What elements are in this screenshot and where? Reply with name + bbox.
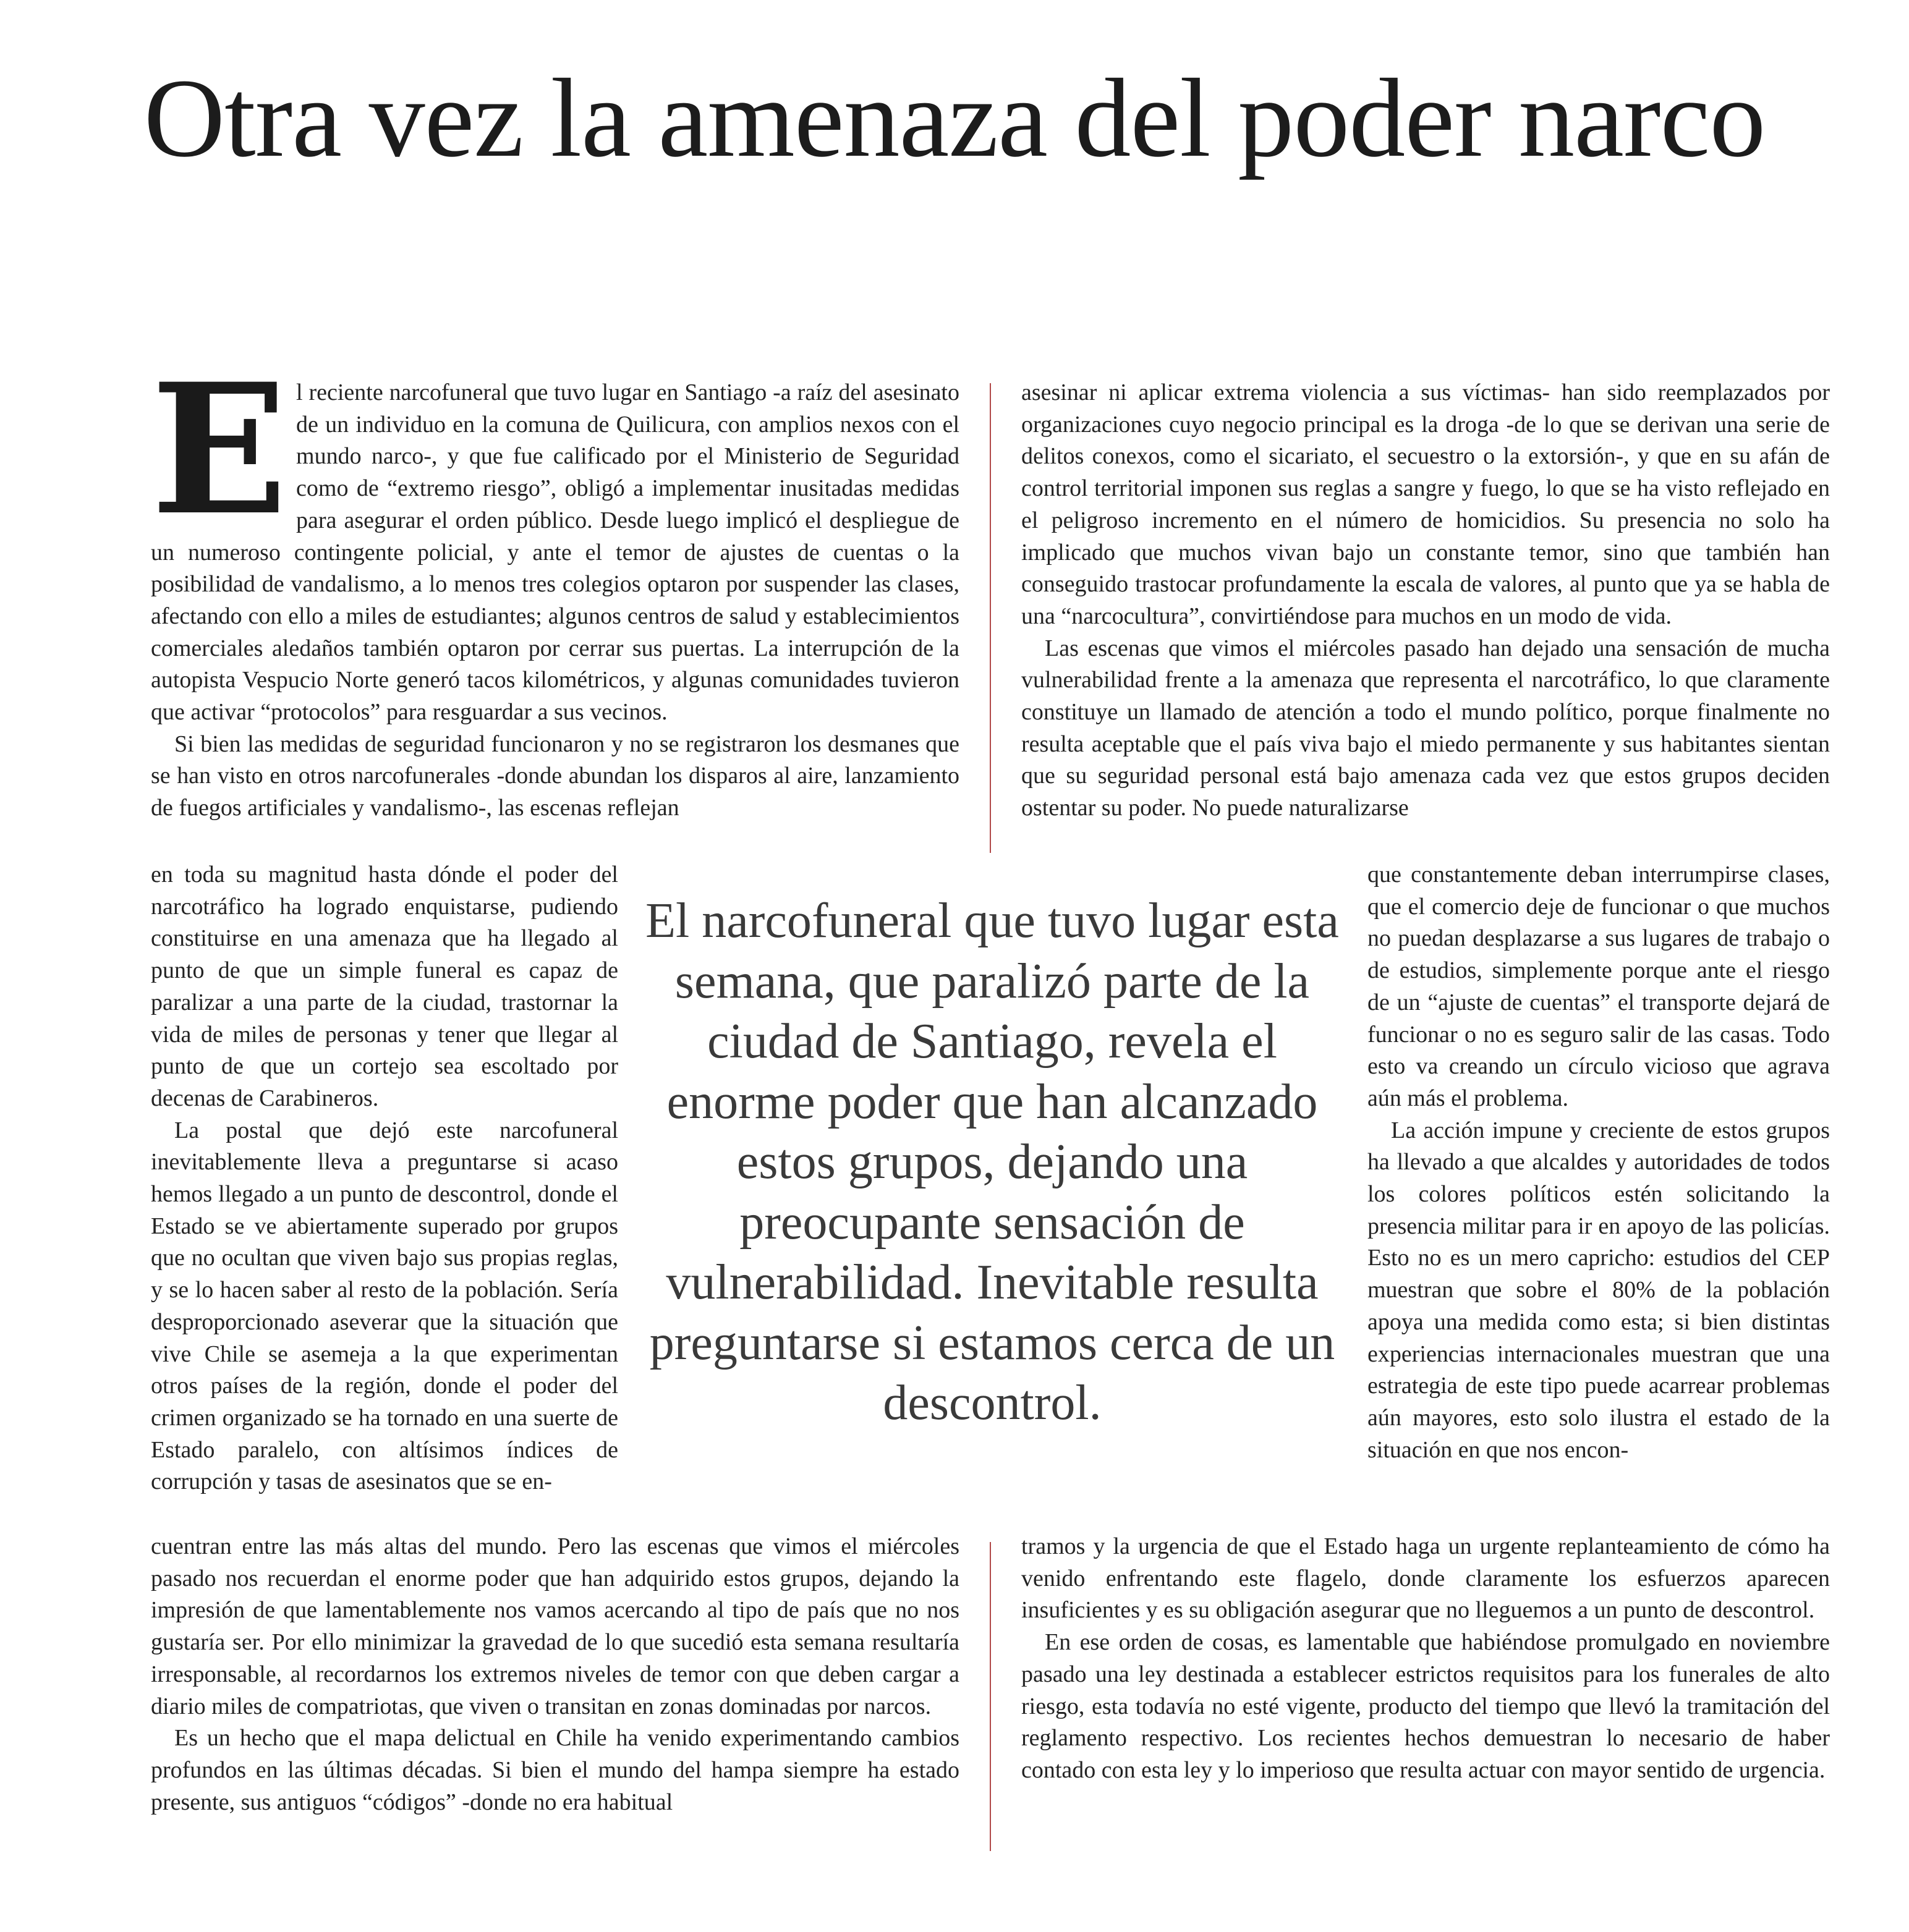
paragraph-3-continued: cuentran entre las más altas del mundo. Pero las escenas que vimos el miércoles pasado nos recuerdan el enorme poder que han adquirido estos grupos, dejando la impresión de que lamentablemente nos vamos acercando al tipo de país que no nos gustaría ser. Por ello minimizar la gravedad de lo que sucedió esta semana resultaría irresponsable, al recordarnos los extremos niveles de temor con que deben cargar a diario miles de compatriotas, que viven o transitan en zonas dominadas por narcos. (151, 1533, 959, 1719)
pull-quote: El narcofuneral que tuvo lugar esta semana, que paralizó parte de la ciudad de Santiago, revela el enorme poder que han alcanzado estos grupos, dejando una preocupante sensación de vulnerabilidad. Inevitable resulta preguntarse si estamos cerca de un descontrol. (645, 894, 1339, 1430)
paragraph-6-continued: tramos y la urgencia de que el Estado haga un urgente replanteamiento de cómo ha venido enfrentando este flagelo, donde claramente los esfuerzos aparecen insuficientes y es su obligación asegurar que no lleguemos a un punto de descontrol. (1021, 1533, 1830, 1624)
drop-cap: E (151, 345, 288, 555)
column-2-top (1021, 377, 1830, 824)
paragraph-1 (151, 345, 959, 729)
paragraph-2: Si bien las medidas de seguridad funcionaron y no se registraron los desmanes que se han visto en otros narcofunerales -donde abundan los disparos al aire, lanzamiento de fuegos artificiales y vandalismo-, las escenas reflejan (151, 731, 959, 821)
column-1-top (151, 345, 959, 824)
paragraph-4-continued: asesinar ni aplicar extrema violencia a sus víctimas- han sido reemplazados por organizaciones cuyo negocio principal es la droga -de lo que se derivan una serie de delitos conexos, como el sicariato, el secuestro o la extorsión-, y que en su afán de control territorial imponen sus reglas a sangre y fuego, lo que se ha visto reflejado en el peligroso incremento en el número de homicidios. Su presencia no solo ha implicado que muchos vivan bajo un constante temor, sino que también han conseguido trastocar profundamente la escala de valores, al punto que ya se habla de una “narcocultura”, convirtiéndose para muchos en un modo de vida. (1021, 379, 1830, 629)
column-1-bottom (151, 1531, 959, 1818)
column-divider-top (990, 383, 991, 853)
paragraph-2-continued: en toda su magnitud hasta dónde el poder del narcotráfico ha logrado enquistarse, pudiendo constituirse en una amenaza que ha llegado al punto de que un simple funeral es capaz de paralizar a una parte de la ciudad, trastornar la vida de miles de personas y tener que llegar al punto de que un cortejo sea escoltado por decenas de Carabineros. (151, 862, 618, 1111)
column-2-bottom (1021, 1531, 1830, 1787)
headline: Otra vez la amenaza del poder narco (143, 56, 1766, 180)
paragraph-1-text: l reciente narcofuneral que tuvo lugar en Santiago -a raíz del asesinato de un individuo en la comuna de Quilicura, con amplios nexos con el mundo narco-, y que fue calificado por el Ministerio de Seguridad como de “extremo riesgo”, obligó a implementar inusitadas medidas para asegurar el orden público. Desde luego implicó el despliegue de un numeroso contingente policial, y ante el temor de ajustes de cuentas o la posibilidad de vandalismo, a lo menos tres colegios optaron por suspender las clases, afectando con ello a miles de estudiantes; algunos centros de salud y establecimientos comerciales aledaños también optaron por cerrar sus puertas. La interrupción de la autopista Vespucio Norte generó tacos kilométricos, y algunas comunidades tuvieron que activar “protocolos” para resguardar a sus vecinos. (151, 379, 959, 726)
column-2-middle (1367, 859, 1830, 1466)
column-divider-bottom (990, 1542, 991, 1851)
paragraph-5: Las escenas que vimos el miércoles pasado han dejado una sensación de mucha vulnerabilidad frente a la amenaza que representa el narcotráfico, lo que claramente constituye un llamado de atención a todo el mundo político, porque finalmente no resulta aceptable que el país viva bajo el miedo permanente y sus habitantes sientan que su seguridad personal está bajo amenaza cada vez que estos grupos deciden ostentar su poder. No puede naturalizarse (1021, 635, 1830, 821)
paragraph-6: La acción impune y creciente de estos grupos ha llevado a que alcaldes y autoridades de todos los colores políticos estén solicitando la presencia militar para ir en apoyo de las policías. Esto no es un mero capricho: estudios del CEP muestran que sobre el 80% de la población apoya una medida como esta; si bien distintas experiencias internacionales muestran que una estrategia de este tipo puede acarrear problemas aún mayores, esto solo ilustra el estado de la situación en que nos encon- (1367, 1117, 1830, 1463)
paragraph-4: Es un hecho que el mapa delictual en Chile ha venido experimentando cambios profundos en las últimas décadas. Si bien el mundo del hampa siempre ha estado presente, sus antiguos “códigos” -donde no era habitual (151, 1725, 959, 1815)
paragraph-5-continued: que constantemente deban interrumpirse clases, que el comercio deje de funcionar o que muchos no puedan desplazarse a sus lugares de trabajo o de estudios, simplemente porque ante el riesgo de un “ajuste de cuentas” el transporte dejará de funcionar o no es seguro salir de las casas. Todo esto va creando un círculo vicioso que agrava aún más el problema. (1367, 862, 1830, 1111)
paragraph-7: En ese orden de cosas, es lamentable que habiéndose promulgado en noviembre pasado una ley destinada a establecer estrictos requisitos para los funerales de alto riesgo, esta todavía no esté vigente, producto del tiempo que llevó la tramitación del reglamento respectivo. Los recientes hechos demuestran lo necesario de haber contado con esta ley y lo imperioso que resulta actuar con mayor sentido de urgencia. (1021, 1629, 1830, 1783)
paragraph-3: La postal que dejó este narcofuneral inevitablemente lleva a preguntarse si acaso hemos llegado a un punto de descontrol, donde el Estado se ve abiertamente superado por grupos que no ocultan que viven bajo sus propias reglas, y se lo hacen saber al resto de la población. Sería desproporcionado aseverar que la situación que vive Chile se asemeja a la que experimentan otros países de la región, donde el poder del crimen organizado se ha tornado en una suerte de Estado paralelo, con altísimos índices de corrupción y tasas de asesinatos que se en- (151, 1117, 618, 1495)
column-1-middle (151, 859, 618, 1498)
